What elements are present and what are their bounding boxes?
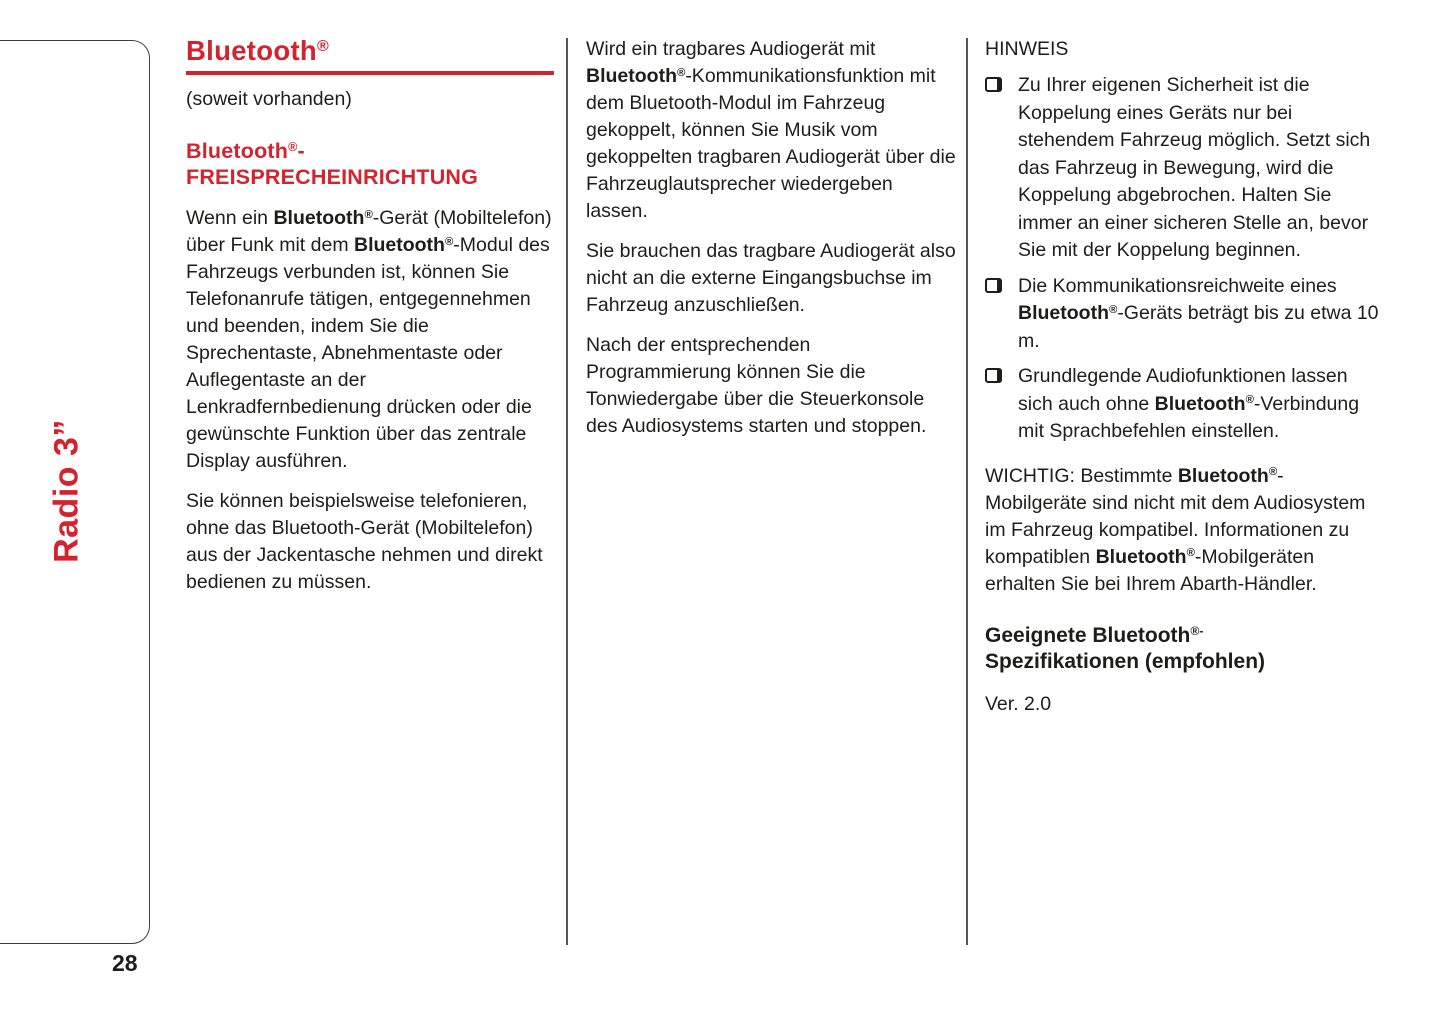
important-paragraph: WICHTIG: Bestimmte Bluetooth®-Mobilgeräte sind nicht mit dem Audiosystem im Fahrzeug kompatibel. Informationen zu kompatiblen Bluetooth®-Mobilgeräten erhalten Sie bei Ihrem Abarth-Händler. <box>985 464 1366 595</box>
subsection-heading-freisprecheinrichtung: Bluetooth®- FREISPRECHEINRICHTUNG <box>186 139 479 189</box>
list-item-text: Die Kommunikationsreichweite eines Bluetooth®-Geräts beträgt bis zu etwa 10 m. <box>1018 274 1379 352</box>
hinweis-heading: HINWEIS <box>985 38 1069 60</box>
checkbox-bullet-icon <box>985 368 1002 383</box>
column-divider-left <box>566 38 568 945</box>
column-divider-right <box>966 38 968 945</box>
list-item <box>985 363 1379 446</box>
column-audio-streaming <box>586 36 958 440</box>
paragraph: Sie können beispielsweise telefonieren, ohne das Bluetooth-Gerät (Mobiltelefon) aus der Jackentasche nehmen und direkt bedienen zu müssen. <box>186 490 543 593</box>
section-title: Bluetooth® <box>186 36 554 75</box>
chapter-tab-label: Radio 3” <box>47 419 86 563</box>
spec-version: Ver. 2.0 <box>985 692 1052 715</box>
list-item <box>985 273 1379 356</box>
paragraph: Nach der entsprechenden Programmierung können Sie die Tonwiedergabe über die Steuerkonsole des Audiosystems starten und stoppen. <box>586 334 927 437</box>
spec-heading: Geeignete Bluetooth®- Spezifikationen (empfohlen) <box>985 623 1266 673</box>
paragraph: Wird ein tragbares Audiogerät mit Bluetooth®-Kommunikationsfunktion mit dem Bluetooth-Modul im Fahrzeug gekoppelt, können Sie Musik vom gekoppelten tragbaren Audiogerät über die Fahrzeuglautsprecher wiedergeben lassen. <box>586 38 956 222</box>
column-bluetooth-intro <box>186 36 554 596</box>
page-number: 28 <box>112 950 138 976</box>
list-item-text: Grundlegende Audiofunktionen lassen sich auch ohne Bluetooth®-Verbindung mit Sprachbefehlen einstellen. <box>1018 365 1360 442</box>
list-item-text: Zu Ihrer eigenen Sicherheit ist die Koppelung eines Geräts nur bei stehendem Fahrzeug möglich. Setzt sich das Fahrzeug in Bewegung, wird die Koppelung abgebrochen. Halten Sie immer an einer sicheren Stelle an, bevor Sie mit der Koppelung beginnen. <box>1018 74 1371 261</box>
hinweis-list <box>985 72 1379 446</box>
paragraph: Wenn ein Bluetooth®-Gerät (Mobiltelefon) über Funk mit dem Bluetooth®-Modul des Fahrzeugs verbunden ist, können Sie Telefonanrufe tätigen, entgegennehmen und beenden, indem Sie die Sprechentaste, Abnehmentaste oder Auflegentaste an der Lenkradfernbedienung drücken oder die gewünschte Funktion über das zentrale Display ausführen. <box>186 207 552 472</box>
availability-note: (soweit vorhanden) <box>186 88 352 110</box>
list-item <box>985 72 1379 265</box>
paragraph: Sie brauchen das tragbare Audiogerät also nicht an die externe Eingangsbuchse im Fahrzeug anzuschließen. <box>586 240 956 316</box>
checkbox-bullet-icon <box>985 77 1002 92</box>
column-hinweis <box>985 36 1379 718</box>
checkbox-bullet-icon <box>985 278 1002 293</box>
